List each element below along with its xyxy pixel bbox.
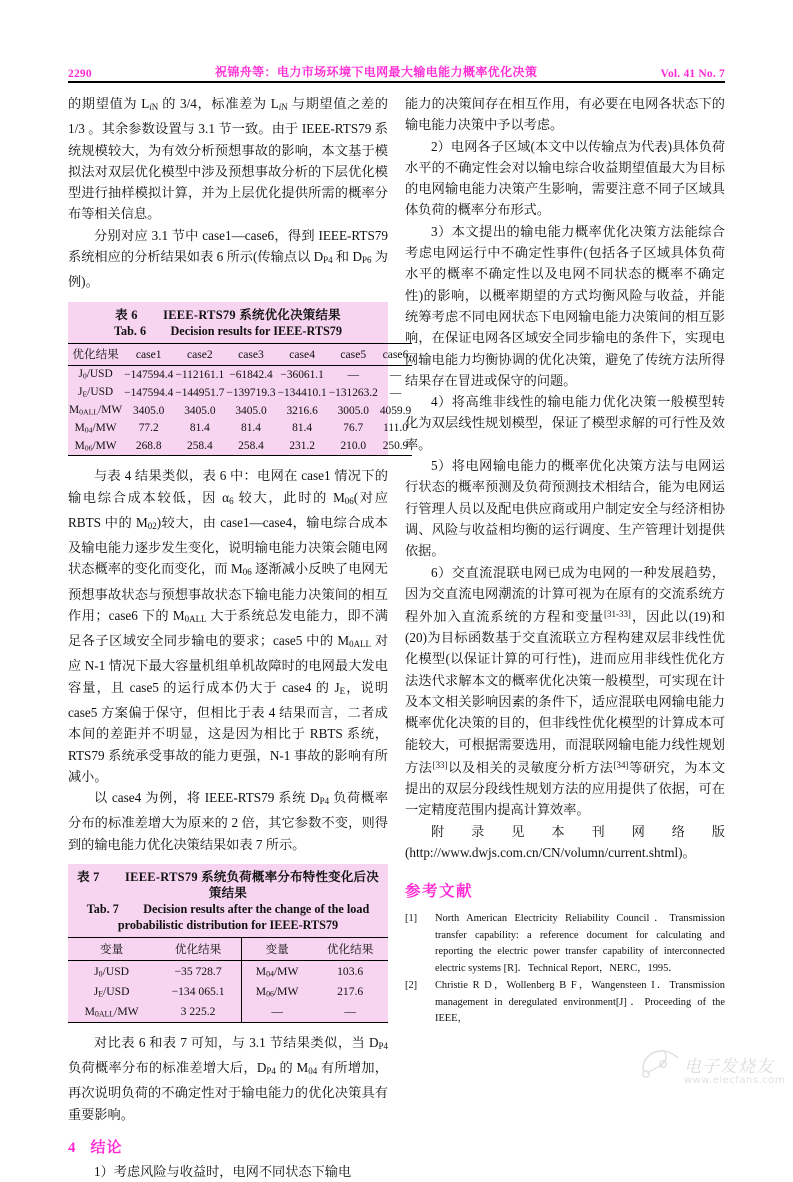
running-head bbox=[68, 58, 725, 80]
cell-right: — bbox=[312, 1002, 388, 1023]
cell: 268.8 bbox=[123, 437, 174, 455]
cell: 4059.9 bbox=[379, 404, 412, 417]
reference-text: Christie R D，Wollenberg B F，Wangensteen I．Transmission management in deregulated environment[J]．Proceeding of the IEEE， bbox=[435, 980, 725, 1025]
cell-left: 3 225.2 bbox=[155, 1002, 241, 1023]
table-7-caption-en-2: probabilistic distribution for IEEE-RTS79 bbox=[117, 918, 339, 933]
cell: 81.4 bbox=[241, 422, 261, 435]
table-6 bbox=[68, 302, 412, 457]
paragraph: 的期望值为 $L_{iN}$ 的 3/4，标准差为 $L_{iN}$ 与期望值之差的 1/3 。其余参数设置与 3.1 节一致。由于 IEEE-RTS79 系统规模较大，为有效分析预想事故的影响，本文基于模拟法对双层优化模型中涉及预想事故分析的下层优化模型进行抽样模拟计算，并为上层优化提供所需的概率分布等相关信息。 bbox=[68, 96, 388, 222]
cell: −139719.3 bbox=[226, 386, 276, 399]
cell: 76.7 bbox=[343, 422, 364, 435]
table-row bbox=[68, 384, 412, 402]
row-label-left: $J_0$/USD bbox=[94, 964, 130, 979]
table-7-col-1: 优化结果 bbox=[155, 938, 241, 961]
paragraph: 5）将电网输电能力的概率优化决策方法与电网运行状态的概率预测及负荷预测技术相结合，能为电网运行管理人员以及配电供应商或用户制定安全与经济相协调、风险与收益相均衡的运行调度、生产管理计划提供依据。 bbox=[405, 458, 725, 559]
cell: 3405.0 bbox=[235, 404, 267, 417]
table-7-header-row bbox=[68, 938, 388, 961]
table-6-col-2: case2 bbox=[174, 343, 225, 365]
table-6-col-1: case1 bbox=[123, 343, 174, 365]
table-6-caption-en: Tab. 6 Decision results for IEEE-RTS79 bbox=[114, 323, 342, 338]
table-7-grid bbox=[68, 937, 388, 1023]
cell: −134410.1 bbox=[277, 386, 327, 399]
row-label: $M_{06}/MW$ bbox=[68, 437, 123, 455]
cell: 3405.0 bbox=[133, 404, 165, 417]
table-7-caption-cn: 表 7 IEEE-RTS79 系统负荷概率分布特性变化后决策结果 bbox=[77, 870, 379, 901]
cell: 3405.0 bbox=[184, 404, 216, 417]
cell: 210.0 bbox=[328, 437, 379, 455]
paragraph: 能力的决策间存在相互作用，有必要在电网各状态下的输电能力决策中予以考虑。 bbox=[405, 96, 725, 133]
table-7-col-0: 变量 bbox=[68, 938, 155, 961]
paragraph: 1）考虑风险与收益时，电网不同状态下输电 bbox=[94, 1163, 352, 1179]
cell-right: 103.6 bbox=[337, 965, 364, 978]
cell: 111.0 bbox=[383, 422, 408, 435]
cell-left: −35 728.7 bbox=[174, 965, 222, 978]
table-row bbox=[68, 982, 388, 1002]
table-7-body bbox=[68, 961, 388, 1022]
cell: 231.2 bbox=[277, 437, 328, 455]
running-head-title: 祝锦舟等：电力市场环境下电网最大输电能力概率优化决策 bbox=[214, 65, 538, 79]
table-7 bbox=[68, 864, 388, 1023]
elecfans-logo-icon bbox=[638, 1048, 682, 1082]
section-title: 结论 bbox=[90, 1138, 123, 1156]
row-label: $M_{04}/MW$ bbox=[74, 422, 117, 435]
row-label: $J_0$/USD bbox=[78, 368, 113, 382]
table-row bbox=[68, 419, 412, 437]
cell: −36061.1 bbox=[280, 368, 324, 381]
reference-tag: [2] bbox=[405, 980, 418, 992]
cell: −144951.7 bbox=[175, 386, 225, 399]
paragraph: 6）交直流混联电网已成为电网的一种发展趋势，因为交直流电网潮流的计算可视为在原有的交流系统方程外加入直流系统的方程和变量[31-33]，因此以(19)和(20)为目标函数基于交直流联立方程构建双层非线性优化模型(以保证计算的可行性)，进而应用非线性优化方法迭代求解本文的概率优化决策一般模型，可实现在计及本文相关影响因素的条件下，适应混联电网输电能力概率优化决策的目的，但非线性优化模型的计算成本可能较大，可根据需要选用，而混联网输电能力线性规划方法[33]以及相关的灵敏度分析方法[34]等研究，为本文提出的双层分段线性规划方法的应用提供了依据，可在一定精度范围内提高计算效率。 bbox=[405, 564, 726, 818]
cell: 258.4 bbox=[225, 437, 276, 455]
table-6-col-4: case4 bbox=[277, 343, 328, 365]
cell: 3216.6 bbox=[286, 404, 318, 417]
table-row bbox=[68, 437, 412, 455]
row-label: $M_{0ALL}/MW$ bbox=[69, 404, 123, 417]
cell: 77.2 bbox=[138, 422, 159, 435]
table-row bbox=[68, 365, 412, 383]
paragraph: 3）本文提出的输电能力概率优化决策方法能综合考虑电网运行中不确定性事件(包括各子区域具体负荷水平的概率不确定性以及电网不同状态的概率不确定性)的影响，以概率期望的方式均衡风险与收益，并能统筹考虑不同电网状态下电网输电能力决策间的相互影响，在保证电网各区域安全同步输电的条件下，实现电网输电能力均衡协调的优化决策，避免了传统方法所得结果存在冒进或保守的问题。 bbox=[405, 223, 725, 388]
cell: −112161.1 bbox=[175, 368, 225, 381]
row-label-left: $M_{0ALL}/MW$ bbox=[68, 1002, 155, 1023]
table-6-col-5: case5 bbox=[328, 343, 379, 365]
table-7-caption bbox=[68, 864, 388, 937]
table-6-caption-cn: 表 6 IEEE-RTS79 系统优化决策结果 bbox=[115, 307, 341, 322]
table-row bbox=[68, 961, 388, 982]
volume-issue: Vol. 41 No. 7 bbox=[660, 68, 725, 80]
row-label: $J_E$/USD bbox=[78, 386, 114, 399]
reference-tag: [1] bbox=[405, 913, 418, 925]
cell: −61842.4 bbox=[229, 368, 273, 381]
cell: — bbox=[389, 386, 402, 399]
cell: 258.4 bbox=[174, 437, 225, 455]
left-column bbox=[68, 93, 412, 1182]
table-row bbox=[68, 1002, 388, 1023]
table-6-col-6: case6 bbox=[379, 343, 412, 365]
paragraph: 与表 4 结果类似，表 6 中：电网在 case1 情况下的输电综合成本较低，因 $\alpha_6$ 较大，此时的 $M_{06}$(对应 RBTS 中的 $M_{02}$)较大，由 case1—case4，输电综合成本及输电能力逐步发生变化，说明输电能力决策会随电网状态概率的变化而变化，而 $M_{06}$ 逐渐减小反映了电网无预想事故状态与预想事故状态下输电能力决策间的相互作用；case6 下的 $M_{0ALL}$ 大于系统总发电能力，即不满足各子区域安全同步输电的要求；case5 中的 $M_{0ALL}$ 对应 N-1 情况下最大容量机组单机故障时的电网最大发电容量，且 case5 的运行成本仍大于 case4 的 $J_E$，说明 case5 方案偏于保守，但相比于表 4 结果而言，二者成本间的差距并不明显，这是因为相比于 RBTS 系统，RTS79 系统承受事故的能力更强，N-1 事故的影响有所减小。 bbox=[68, 468, 389, 784]
paragraph: 分别对应 3.1 节中 case1—case6，得到 IEEE-RTS79 系统相应的分析结果如表 6 所示(传输点以 $D_{P4}$ 和 $D_{P6}$ 为例)。 bbox=[68, 227, 388, 290]
paragraph: 4）将高维非线性的输电能力优化决策一般模型转化为双层线性规划模型，保证了模型求解的可行性及效率。 bbox=[405, 394, 725, 452]
table-6-col-0: 优化结果 bbox=[68, 343, 123, 365]
cell: −131263.2 bbox=[328, 386, 378, 399]
watermark bbox=[638, 1048, 788, 1104]
cell-left: −134 065.1 bbox=[171, 985, 225, 999]
table-row bbox=[68, 402, 412, 420]
table-7-caption-en-1: Tab. 7 Decision results after the change of the load bbox=[86, 902, 370, 917]
row-label-left: $J_E$/USD bbox=[93, 984, 130, 999]
section-number: 4 bbox=[68, 1139, 77, 1156]
cell: — bbox=[389, 368, 402, 381]
row-label-right: — bbox=[241, 1002, 312, 1023]
header-rule bbox=[68, 81, 725, 83]
paragraph: 2）电网各子区域(本文中以传输点为代表)具体负荷水平的不确定性会对以输电综合收益期望值最大为目标的电网输电能力决策产生影响，需要注意不同子区域具体负荷的概率分布形式。 bbox=[405, 138, 725, 218]
cell: −147594.4 bbox=[124, 368, 174, 381]
right-column bbox=[405, 93, 725, 1029]
page-folio: 2290 bbox=[68, 68, 92, 80]
row-label-right: $M_{04}/MW$ bbox=[241, 961, 312, 982]
reference-text: North American Electricity Reliability Council．Transmission transfer capability: a reference document for calculating and reporting the electric power transfer capability of interconnected electric systems [R]．Technical Report，NERC，1995． bbox=[435, 913, 725, 974]
table-6-header-row bbox=[68, 343, 412, 365]
reference-item bbox=[405, 978, 725, 1028]
section-heading-conclusion bbox=[68, 1136, 388, 1157]
table-6-caption bbox=[68, 302, 388, 343]
table-6-grid bbox=[68, 343, 412, 457]
table-6-col-3: case3 bbox=[225, 343, 276, 365]
paragraph: 对比表 6 和表 7 可知，与 3.1 节结果类似，当 $D_{P4}$ 负荷概率分布的标准差增大后，$D_{P4}$ 的 $M_{04}$ 有所增加，再次说明负荷的不确定性对于输电能力的优化决策具有重要影响。 bbox=[68, 1034, 388, 1122]
table-6-body bbox=[68, 365, 412, 455]
table-7-col-2: 变量 bbox=[241, 938, 312, 961]
cell-right: 217.6 bbox=[337, 985, 364, 999]
reference-item bbox=[405, 911, 725, 977]
watermark-url: www.elecfans.com bbox=[684, 1075, 786, 1086]
watermark-text: 电子发烧友 bbox=[684, 1057, 774, 1077]
table-7-col-3: 优化结果 bbox=[312, 938, 388, 961]
cell: 81.4 bbox=[189, 422, 210, 435]
paragraph: 以 case4 为例，将 IEEE-RTS79 系统 $D_{P4}$ 负荷概率分布的标准差增大为原来的 2 倍，其它参数不变，则得到的输电能力优化决策结果如表 7 所示。 bbox=[68, 790, 389, 852]
cell: 250.9 bbox=[379, 437, 412, 455]
appendix-note: 附录见本刊网络版(http://www.dwjs.com.cn/CN/volumn/current.shtml)。 bbox=[405, 823, 725, 860]
row-label-right: $M_{06}/MW$ bbox=[241, 982, 312, 1002]
references-heading: 参考文献 bbox=[405, 883, 474, 901]
cell: 81.4 bbox=[292, 422, 313, 435]
cell: 3005.0 bbox=[337, 404, 369, 417]
cell: −147594.4 bbox=[124, 386, 174, 399]
references-list bbox=[405, 911, 725, 1028]
cell: — bbox=[347, 368, 359, 381]
